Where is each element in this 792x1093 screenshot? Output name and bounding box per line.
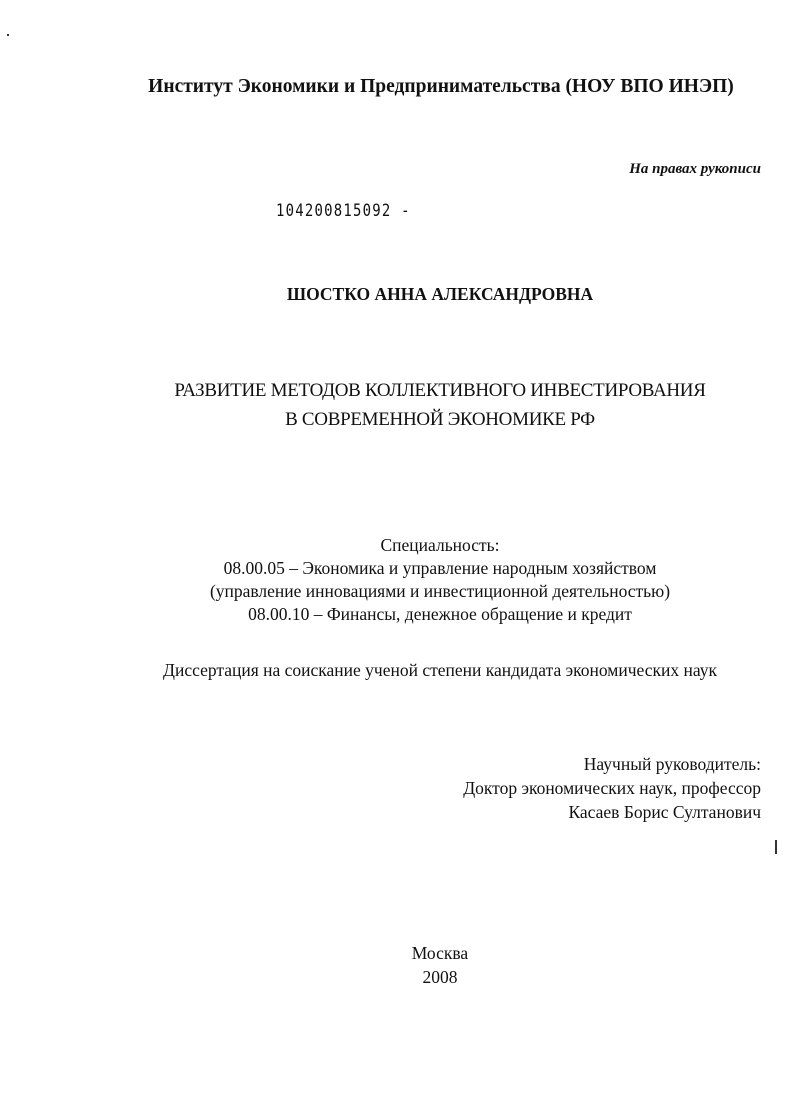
manuscript-note: На правах рукописи [629, 161, 761, 177]
dissertation-title [0, 376, 792, 434]
dissertation-degree-text: Диссертация на соискание ученой степени кандидата экономических наук [163, 660, 717, 680]
registration-number-text: 104200815092 [276, 201, 392, 221]
scan-speck [7, 34, 9, 36]
supervisor-name: Касаев Борис Султанович [568, 802, 761, 822]
supervisor-heading: Научный руководитель: [583, 754, 761, 774]
year: 2008 [422, 967, 458, 987]
specialty-line-1: 08.00.05 – Экономика и управление народным хозяйством [223, 558, 657, 578]
specialty-block [0, 534, 792, 626]
supervisor-degree: Доктор экономических наук, профессор [463, 778, 761, 798]
title-line-2: В СОВРЕМЕННОЙ ЭКОНОМИКЕ РФ [285, 409, 595, 430]
city: Москва [411, 943, 469, 963]
institute-name: Институт Экономики и Предпринимательства (НОУ ВПО ИНЭП) [148, 76, 734, 97]
registration-dash: - [391, 201, 411, 221]
registration-number [276, 201, 411, 221]
supervisor-block [463, 752, 761, 824]
place-and-year [0, 941, 792, 989]
specialty-heading: Специальность: [380, 535, 500, 555]
specialty-line-3: 08.00.10 – Финансы, денежное обращение и кредит [248, 604, 632, 624]
author-name: ШОСТКО АННА АЛЕКСАНДРОВНА [286, 284, 594, 304]
specialty-line-2: (управление инновациями и инвестиционной деятельностью) [209, 581, 671, 601]
scan-speck [775, 840, 777, 854]
title-line-1: РАЗВИТИЕ МЕТОДОВ КОЛЛЕКТИВНОГО ИНВЕСТИРОВАНИЯ [174, 380, 706, 401]
